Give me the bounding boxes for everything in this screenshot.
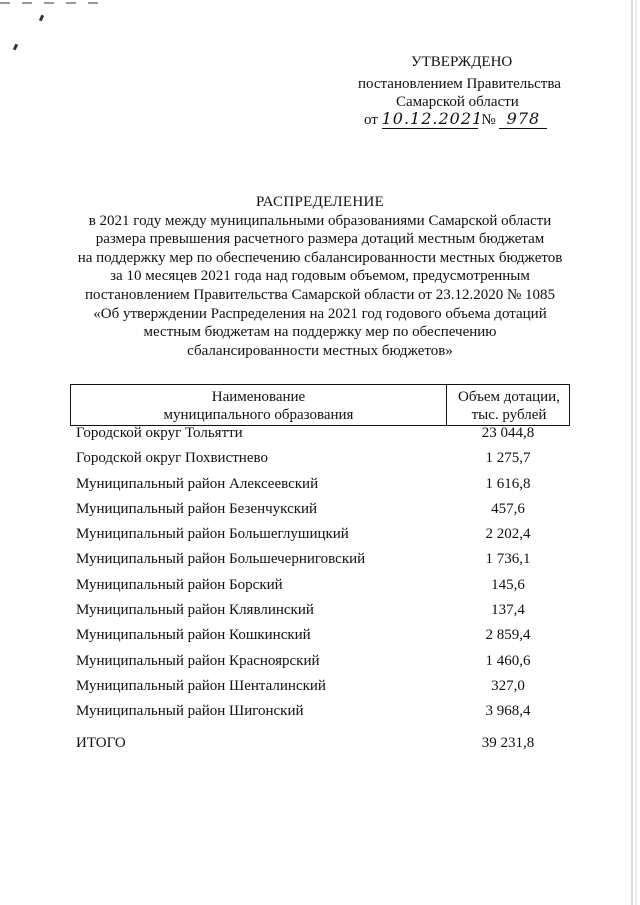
subsidy-value: 1 736,1 xyxy=(485,551,531,568)
heading-line: постановлением Правительства Самарской области от 23.12.2020 № 1085 xyxy=(84,286,556,303)
table-row xyxy=(70,627,570,652)
approval-title: УТВЕРЖДЕНО xyxy=(411,54,513,70)
table-row xyxy=(70,577,570,602)
subsidy-value: 23 044,8 xyxy=(481,425,535,441)
subsidy-value: 145,6 xyxy=(491,576,525,593)
document-heading xyxy=(0,193,640,360)
header-name-column xyxy=(71,385,447,425)
table-row xyxy=(70,450,570,475)
approval-line-2: Самарской области xyxy=(396,94,519,110)
handwritten-date: 10.12.2021 xyxy=(381,109,484,128)
table-row xyxy=(70,653,570,678)
subsidy-value: 1 275,7 xyxy=(485,450,531,467)
date-prefix: от xyxy=(364,112,378,128)
municipality-name: Муниципальный район Кошкинский xyxy=(76,627,311,644)
distribution-table xyxy=(70,384,570,751)
municipality-name: Муниципальный район Большеглушицкий xyxy=(76,526,349,543)
heading-line: местным бюджетам на поддержку мер по обеспечению xyxy=(143,324,497,341)
municipality-name: Муниципальный район Красноярский xyxy=(76,652,320,669)
handwritten-number: 978 xyxy=(506,109,541,128)
heading-line: за 10 месяцев 2021 года над годовым объемом, предусмотренным xyxy=(110,268,530,285)
header-value-line-2: тыс. рублей xyxy=(471,407,547,423)
header-value-line-1: Объем дотации, xyxy=(458,389,560,405)
subsidy-value: 1 460,6 xyxy=(485,652,531,669)
table-total-row xyxy=(70,735,570,759)
heading-line: размера превышения расчетного размера дотаций местным бюджетам xyxy=(95,231,545,248)
municipality-name: Муниципальный район Безенчукский xyxy=(76,500,318,517)
approval-date-line xyxy=(364,111,547,130)
header-value-column xyxy=(448,385,570,425)
table-header xyxy=(70,384,570,426)
subsidy-value: 137,4 xyxy=(491,602,525,619)
heading-line: «Об утверждении Распределения на 2021 год годового объема дотаций xyxy=(93,305,547,322)
heading-line: сбалансированности местных бюджетов» xyxy=(187,342,453,359)
subsidy-value: 3 968,4 xyxy=(485,703,531,720)
municipality-name: Муниципальный район Шигонский xyxy=(76,703,304,720)
heading-line: на поддержку мер по обеспечению сбалансированности местных бюджетов xyxy=(77,249,563,266)
subsidy-value: 1 616,8 xyxy=(485,475,531,492)
number-prefix: № xyxy=(481,112,496,128)
municipality-name: Городской округ Тольятти xyxy=(76,425,243,441)
scan-artifact-dashes xyxy=(0,0,120,6)
table-row xyxy=(70,602,570,627)
table-body xyxy=(70,425,570,729)
subsidy-value: 2 859,4 xyxy=(485,627,531,644)
total-value: 39 231,8 xyxy=(481,735,535,751)
table-row xyxy=(70,501,570,526)
header-name-line-2: муниципального образования xyxy=(163,407,354,423)
scan-edge-lines xyxy=(620,0,640,905)
table-row xyxy=(70,526,570,551)
heading-title: РАСПРЕДЕЛЕНИЕ xyxy=(255,194,385,210)
municipality-name: Муниципальный район Большечерниговский xyxy=(76,551,366,568)
subsidy-value: 457,6 xyxy=(491,500,525,517)
heading-line: в 2021 году между муниципальными образованиями Самарской области xyxy=(88,212,552,229)
approval-line-1: постановлением Правительства xyxy=(358,76,561,92)
scan-mark xyxy=(39,15,44,22)
municipality-name: Муниципальный район Клявлинский xyxy=(76,602,314,619)
total-label: ИТОГО xyxy=(76,735,126,751)
table-row xyxy=(70,425,570,450)
municipality-name: Муниципальный район Шенталинский xyxy=(76,677,326,694)
scan-mark xyxy=(13,44,18,51)
table-row xyxy=(70,703,570,728)
table-row xyxy=(70,678,570,703)
subsidy-value: 2 202,4 xyxy=(485,526,531,543)
subsidy-value: 327,0 xyxy=(491,677,525,694)
header-name-line-1: Наименование xyxy=(211,389,306,405)
municipality-name: Городской округ Похвистнево xyxy=(76,450,268,467)
municipality-name: Муниципальный район Борский xyxy=(76,576,283,593)
municipality-name: Муниципальный район Алексеевский xyxy=(76,475,319,492)
table-row xyxy=(70,476,570,501)
table-row xyxy=(70,551,570,576)
